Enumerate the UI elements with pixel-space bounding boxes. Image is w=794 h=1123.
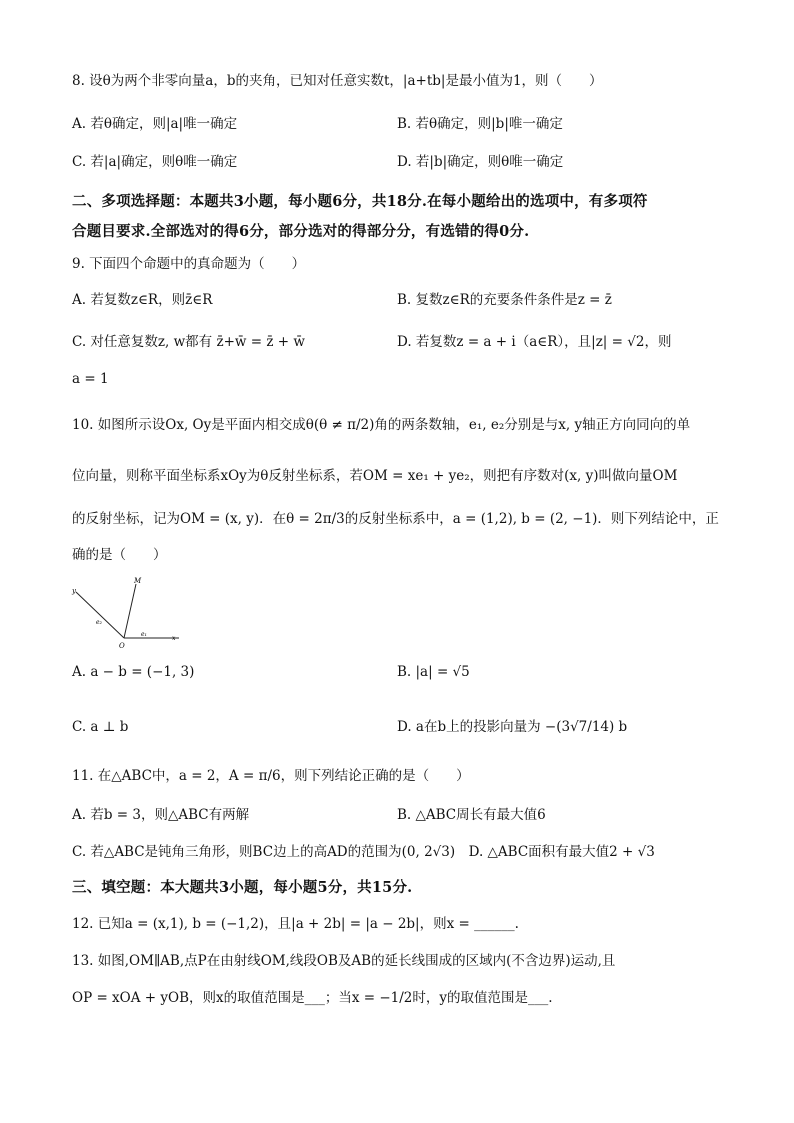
om-line [124, 584, 136, 638]
q8-option-b: B. 若θ确定，则|b|唯一确定 [397, 116, 563, 132]
q10-stem-line2: 位向量，则称平面坐标系xOy为θ反射坐标系，若OM = xe₁ + ye₂，则把有序数对(x, y)叫做向量OM [72, 468, 678, 484]
q13-stem-line1: 13. 如图,OM∥AB,点P在由射线OM,线段OB及AB的延长线围成的区域内(不含边界)运动,且 [72, 953, 616, 969]
figure-label-y: y [72, 587, 76, 595]
q10-option-b: B. |a| = √5 [397, 664, 470, 680]
q8-option-a: A. 若θ确定，则|a|唯一确定 [72, 116, 238, 132]
q9-stem: 9. 下面四个命题中的真命题为（ ） [72, 256, 306, 272]
q9-option-d-continued: a = 1 [72, 371, 109, 387]
section-2-heading-line1: 二、多项选择题：本题共3小题，每小题6分，共18分.在每小题给出的选项中，有多项符 [72, 193, 648, 210]
q13-stem-line2: OP = xOA + yOB，则x的取值范围是___；当x = −1/2时，y的取值范围是___. [72, 990, 553, 1006]
section-2-heading-line2: 合题目要求.全部选对的得6分，部分选对的得部分分，有选错的得0分. [72, 223, 530, 240]
oblique-coordinate-figure [64, 574, 184, 650]
q10-option-c: C. a ⊥ b [72, 719, 129, 735]
figure-label-m: M [134, 577, 142, 585]
q9-option-c: C. 对任意复数z, w都有 z̄+w̄ = z̄ + w̄ [72, 334, 305, 350]
q12-stem: 12. 已知a = (x,1), b = (−1,2)，且|a + 2b| = |a − 2b|，则x = ______. [72, 916, 519, 932]
q10-stem-line1: 10. 如图所示设Ox, Oy是平面内相交成θ(θ ≠ π/2)角的两条数轴，e₁, e₂分别是与x, y轴正方向同向的单 [72, 417, 691, 433]
q11-option-a: A. 若b = 3，则△ABC有两解 [72, 807, 250, 823]
figure-label-o: O [119, 642, 125, 650]
q10-option-a: A. a − b = (−1, 3) [72, 664, 195, 680]
figure-label-x: x [172, 635, 176, 642]
q11-option-b: B. △ABC周长有最大值6 [397, 807, 546, 823]
figure-label-e2: e₂ [96, 619, 102, 626]
q8-stem: 8. 设θ为两个非零向量a，b的夹角，已知对任意实数t，|a+tb|是最小值为1，则（ ） [72, 73, 603, 89]
figure-label-e1: e₁ [141, 631, 147, 638]
q10-option-d: D. a在b上的投影向量为 −(3√7/14) b [397, 719, 628, 735]
q9-option-d: D. 若复数z = a + i（a∈R），且|z| = √2，则 [397, 334, 672, 350]
q11-stem: 11. 在△ABC中，a = 2，A = π/6，则下列结论正确的是（ ） [72, 768, 470, 784]
y-axis-line [76, 592, 124, 638]
q10-stem-line4: 确的是（ ） [72, 547, 167, 563]
q8-option-c: C. 若|a|确定，则θ唯一确定 [72, 154, 238, 170]
q9-option-a: A. 若复数z∈R，则z̄∈R [72, 292, 213, 308]
q8-option-d: D. 若|b|确定，则θ唯一确定 [397, 154, 564, 170]
q10-stem-line3: 的反射坐标，记为OM = (x, y)．在θ = 2π/3的反射坐标系中，a = (1,2), b = (2, −1)．则下列结论中，正 [72, 511, 719, 527]
section-3-heading: 三、填空题：本大题共3小题，每小题5分，共15分. [72, 879, 413, 896]
q11-option-c-d: C. 若△ABC是钝角三角形，则BC边上的高AD的范围为(0, 2√3) D. △ABC面积有最大值2 + √3 [72, 844, 655, 860]
q9-option-b: B. 复数z∈R的充要条件条件是z = z̄ [397, 292, 612, 308]
